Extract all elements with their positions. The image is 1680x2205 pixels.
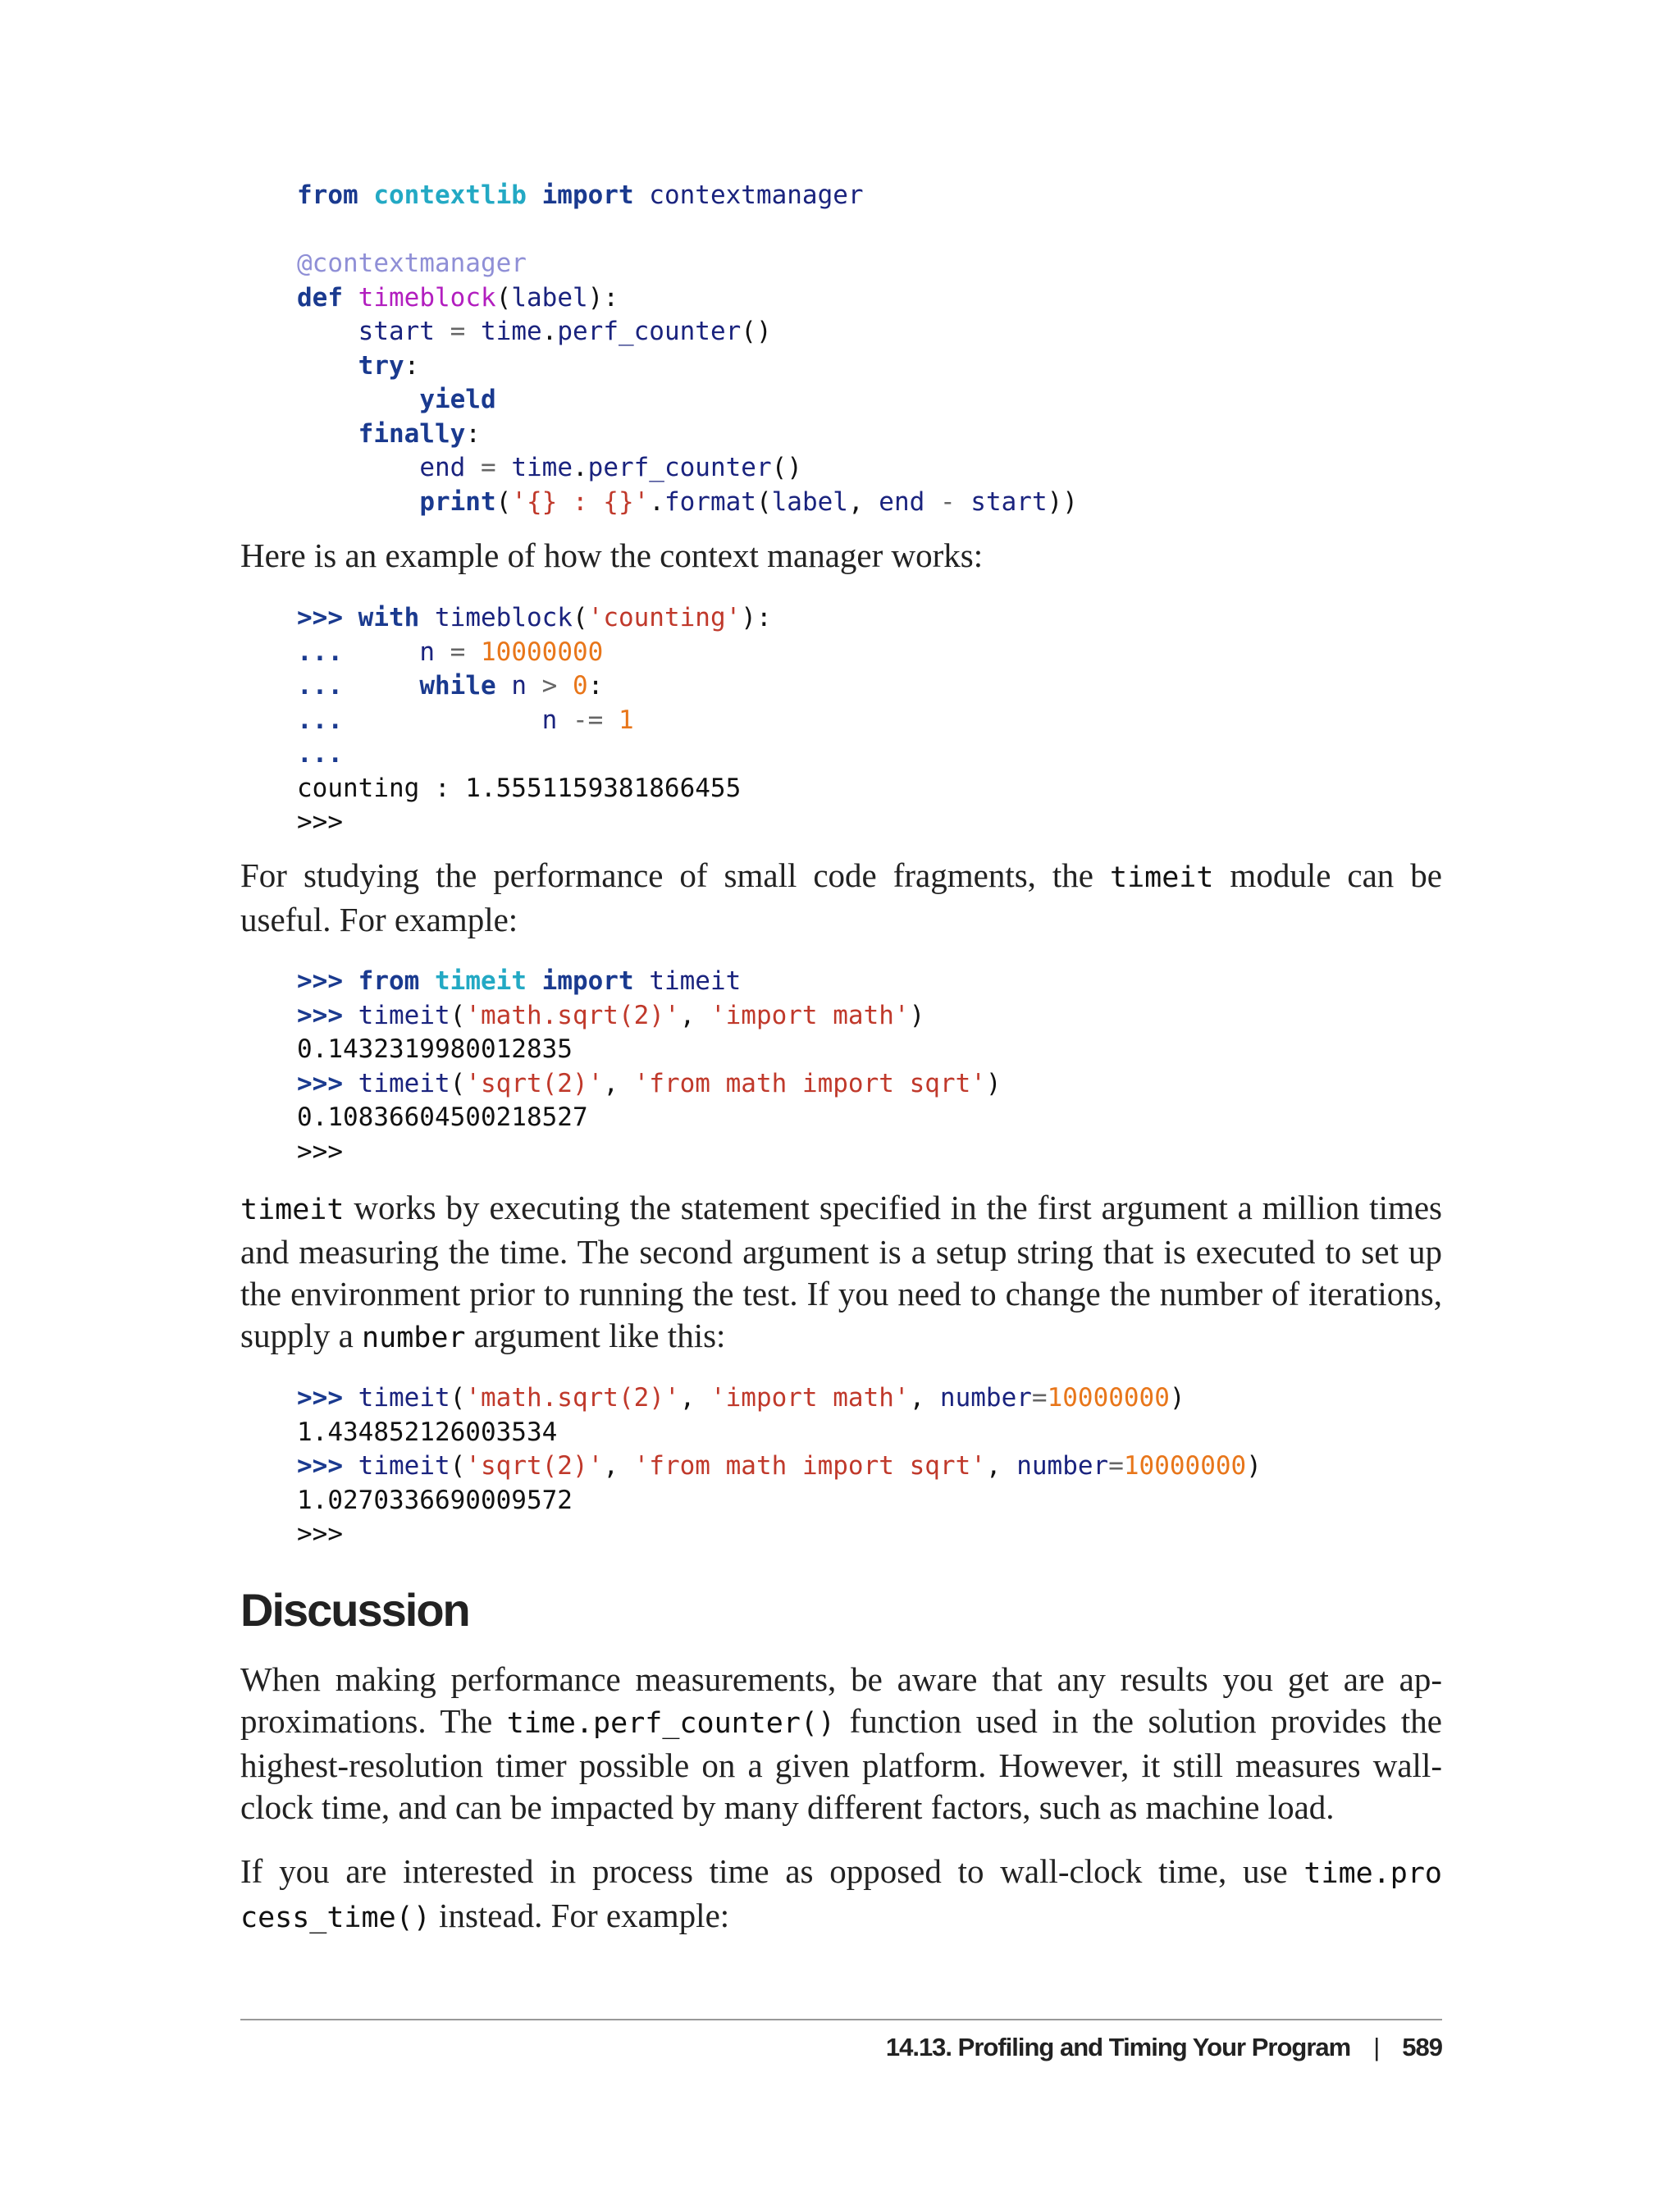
text-span: argument like this:	[465, 1317, 726, 1354]
page-footer	[886, 2033, 1442, 2062]
code-line: @contextmanager	[297, 249, 527, 278]
inline-code: timeit	[1110, 861, 1214, 894]
footer-section-title: 14.13. Profiling and Timing Your Program	[885, 2033, 1351, 2061]
code-line: def timeblock(label):	[297, 282, 619, 313]
code-line: from contextlib import contextmanager	[297, 180, 864, 210]
code-line: >>> timeit('sqrt(2)', 'from math import sqrt', number=10000000)	[297, 1451, 1262, 1481]
code-line: >>> timeit('math.sqrt(2)', 'import math', number=10000000)	[297, 1383, 1185, 1413]
code-line: >>>	[297, 1519, 343, 1549]
code-line: print('{} : {}'.format(label, end - start))	[419, 486, 1078, 517]
text-span: When making performance measurements, be aware that any results you get are ap-proximations. The	[240, 1660, 1442, 1740]
footer-separator: |	[1373, 2033, 1380, 2061]
paragraph-timeit-explain	[240, 1187, 1442, 1359]
text-span: module can be useful. For example:	[240, 856, 1442, 938]
text-span: If you are interested in process time as opposed to wall-clock time, use	[240, 1852, 1304, 1890]
code-line: >>> with timeblock('counting'):	[297, 603, 772, 632]
code-block-timeit-number	[297, 1381, 1262, 1552]
code-block-timeit	[297, 965, 1002, 1169]
inline-code: time.pro cess_time()	[240, 1857, 1442, 1934]
code-line: ... n -= 1	[297, 705, 634, 735]
text-span: For studying the performance of small code fragments, the	[240, 856, 1110, 894]
code-output: 0.10836604500218527	[297, 1102, 588, 1132]
code-line: start = time.perf_counter()	[358, 317, 772, 346]
text-span: function used in the solution provides the highest-resolution timer possible on a given platform. However, it still measures wall-clock time, and can be impacted by many different factors, such as machine load.	[240, 1702, 1443, 1826]
code-output: 1.434852126003534	[297, 1417, 558, 1447]
code-line: ... n = 10000000	[297, 637, 604, 667]
paragraph-context-intro: Here is an example of how the context manager works:	[240, 536, 984, 574]
code-line: >>> timeit('sqrt(2)', 'from math import sqrt')	[297, 1068, 1002, 1098]
text-span: instead. For example:	[430, 1897, 730, 1934]
footer-rule	[240, 2019, 1442, 2020]
code-line: >>> timeit('math.sqrt(2)', 'import math')	[297, 1000, 925, 1030]
inline-code: time.perf_counter()	[506, 1707, 836, 1740]
code-line: finally:	[358, 418, 481, 449]
inline-code: number	[362, 1322, 466, 1354]
paragraph-process-time	[240, 1851, 1442, 1939]
page-number: 589	[1402, 2033, 1442, 2061]
code-block-timeblock-example	[297, 601, 772, 840]
code-line: ...	[297, 739, 343, 769]
code-output: 1.0270336690009572	[297, 1485, 573, 1515]
code-block-contextmanager	[297, 179, 1078, 519]
code-line: >>> from timeit import timeit	[297, 966, 742, 996]
inline-code: timeit	[240, 1194, 345, 1226]
code-line: >>>	[297, 1136, 343, 1166]
code-line: >>>	[297, 807, 343, 837]
paragraph-timeit-intro	[240, 855, 1442, 941]
text-span: works by executing the statement specified in the first argument a million times and measuring the time. The second argument is a setup string that is executed to set up the environment prior to running the test. If you need to change the number of iterations, supply a	[240, 1189, 1442, 1354]
code-line: try:	[358, 350, 420, 381]
code-output: counting : 1.5551159381866455	[297, 773, 742, 803]
code-output: 0.1432319980012835	[297, 1034, 573, 1064]
code-line: end = time.perf_counter()	[419, 453, 802, 482]
section-heading-discussion: Discussion	[240, 1584, 469, 1636]
paragraph-discussion	[240, 1659, 1442, 1828]
code-line: yield	[419, 385, 496, 414]
code-line: ... while n > 0:	[297, 671, 604, 701]
